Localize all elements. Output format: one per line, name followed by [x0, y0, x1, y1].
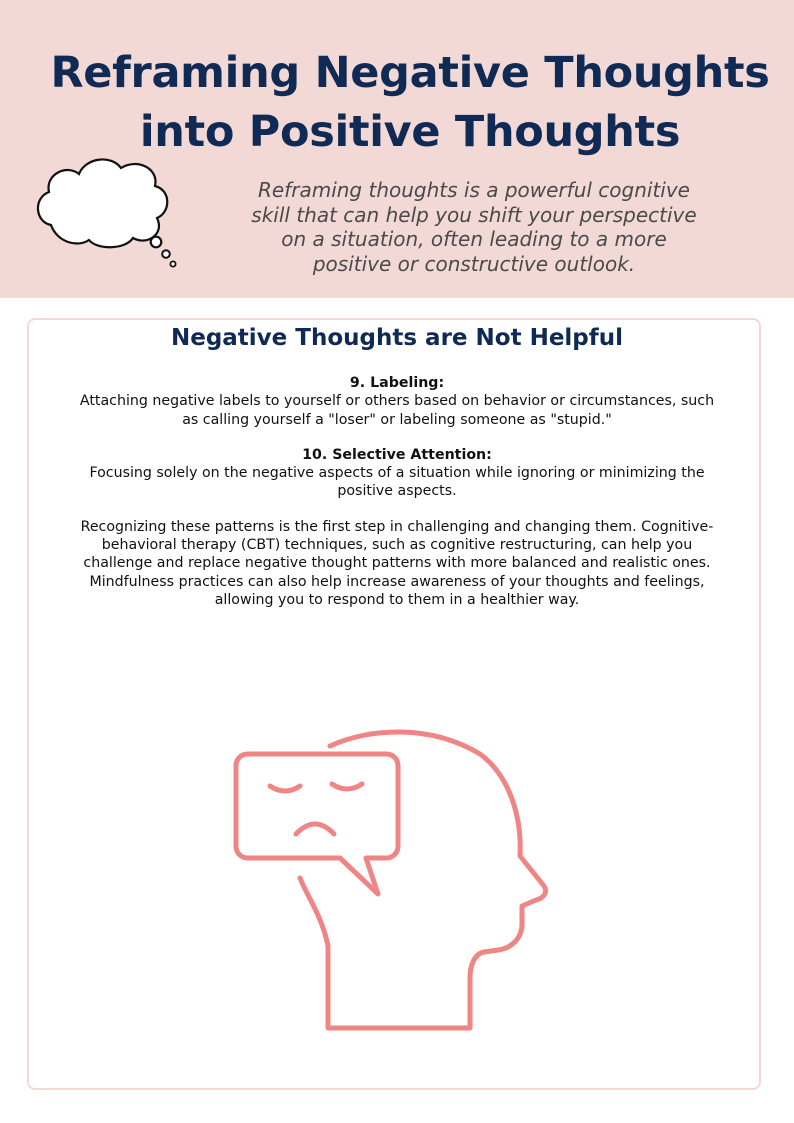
closing-line: Mindfulness practices can also help increase awareness of your thoughts and feelings, [89, 573, 705, 590]
intro-line: positive or constructive outlook. [312, 251, 636, 276]
item-text-line: positive aspects. [337, 483, 457, 500]
intro-line: Reframing thoughts is a powerful cognitive [257, 178, 690, 202]
page-title [40, 44, 780, 162]
spacer [40, 429, 754, 446]
left-eye [270, 786, 300, 791]
section-body [40, 374, 754, 609]
spacer [40, 501, 754, 518]
page-title-line: into Positive Thoughts [139, 107, 681, 157]
intro-line: on a situation, often leading to a more [281, 227, 667, 251]
intro-paragraph [224, 178, 724, 276]
intro-line: skill that can help you shift your perspective [251, 202, 697, 227]
head-outline [300, 732, 546, 1028]
right-eye [332, 784, 362, 789]
closing-line: Recognizing these patterns is the first step in challenging and changing them. Cognitive- [80, 518, 714, 535]
closing-line: behavioral therapy (CBT) techniques, such as cognitive restructuring, can help you [101, 537, 693, 554]
sad-head-speech-bubble-icon [230, 726, 560, 1036]
item-heading: 10. Selective Attention: [302, 446, 492, 463]
closing-line: allowing you to respond to them in a healthier way. [214, 591, 580, 608]
item-heading: 9. Labeling: [349, 375, 445, 391]
item-text-line: Focusing solely on the negative aspects of a situation while ignoring or minimizing the [89, 465, 705, 482]
frown-mouth [296, 824, 334, 834]
section-title: Negative Thoughts are Not Helpful [170, 325, 624, 351]
page-title-line: Reframing Negative Thoughts [50, 48, 770, 98]
item-text-line: Attaching negative labels to yourself or others based on behavior or circumstances, such [79, 393, 715, 410]
thought-cloud-icon [33, 150, 183, 270]
item-text-line: as calling yourself a "loser" or labeling someone as "stupid." [182, 411, 612, 428]
closing-line: challenge and replace negative thought patterns with more balanced and realistic ones. [83, 555, 711, 572]
